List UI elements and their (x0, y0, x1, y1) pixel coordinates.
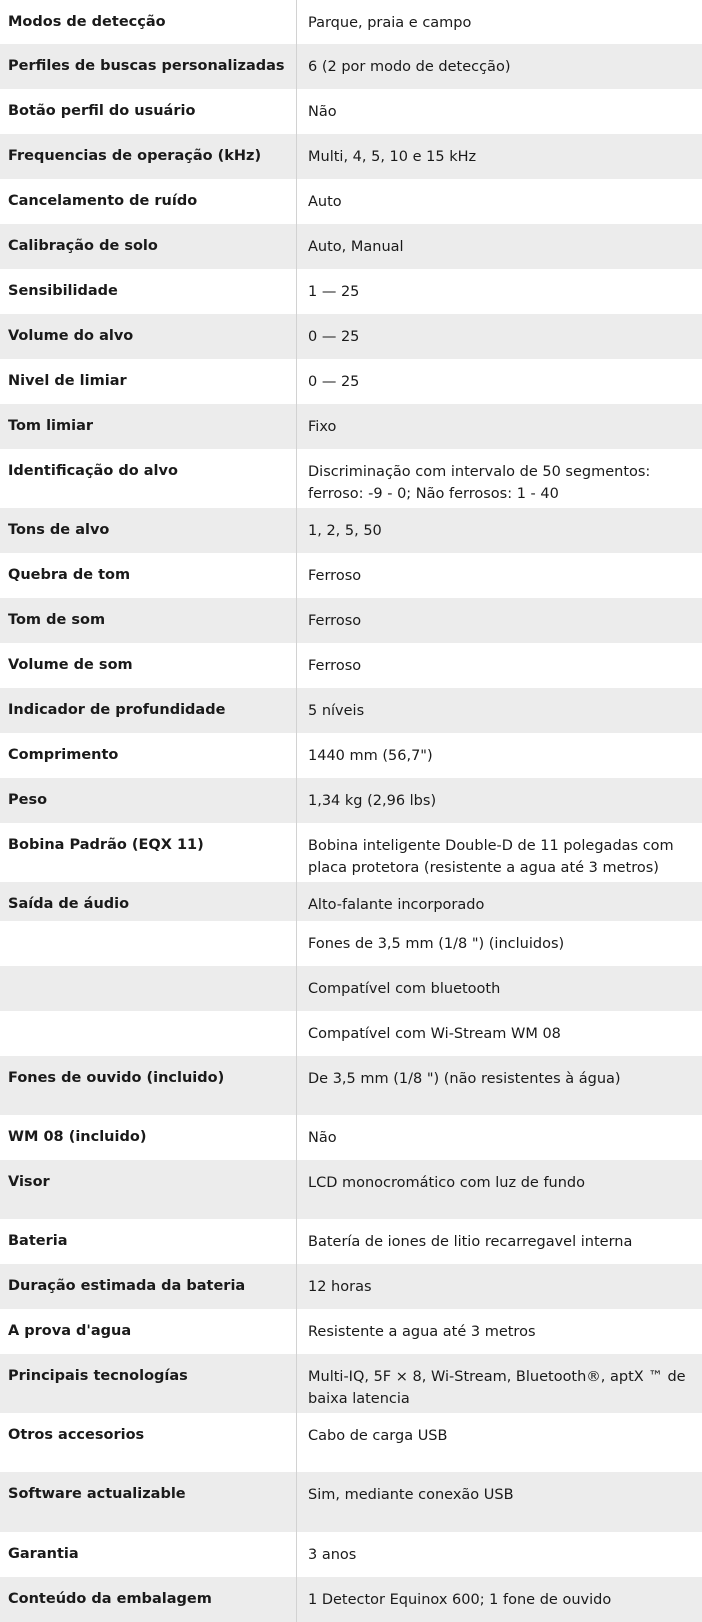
spec-label: A prova d'agua (0, 1309, 297, 1354)
spec-value: De 3,5 mm (1/8 ") (não resistentes à água) (308, 1071, 621, 1087)
spec-label: Bateria (0, 1219, 297, 1264)
spec-value: Fones de 3,5 mm (1/8 ") (incluidos) (308, 936, 565, 952)
spec-value: Multi, 4, 5, 10 e 15 kHz (308, 149, 477, 165)
spec-value: 0 — 25 (308, 374, 360, 390)
spec-label (0, 921, 297, 966)
table-row (0, 1219, 702, 1264)
spec-value: Auto, Manual (308, 239, 404, 255)
spec-value: Ferroso (308, 568, 362, 584)
table-row (0, 1264, 702, 1309)
table-row (0, 179, 702, 224)
table-row (0, 1309, 702, 1354)
spec-value: Bobina inteligente Double-D de 11 polegadas com placa protetora (resistente a agua até 3 metros) (308, 838, 674, 876)
spec-value: Fixo (308, 419, 337, 435)
spec-value: 1 Detector Equinox 600; 1 fone de ouvido (308, 1592, 612, 1608)
spec-label: Identificação do alvo (0, 449, 297, 508)
spec-value: 1,34 kg (2,96 lbs) (308, 793, 437, 809)
table-row (0, 733, 702, 778)
table-row (0, 224, 702, 269)
spec-value: Discriminação com intervalo de 50 segmentos: ferroso: -9 - 0; Não ferrosos: 1 - 40 (308, 464, 651, 502)
spec-value: Multi-IQ, 5F × 8, Wi-Stream, Bluetooth®, aptX ™ de baixa latencia (308, 1369, 686, 1407)
spec-label (0, 966, 297, 1011)
table-row (0, 0, 702, 44)
spec-label: Duração estimada da bateria (0, 1264, 297, 1309)
spec-label: Cancelamento de ruído (0, 179, 297, 224)
spec-label: Garantia (0, 1532, 297, 1577)
table-row (0, 1354, 702, 1413)
spec-value: 1, 2, 5, 50 (308, 523, 382, 539)
table-row (0, 508, 702, 553)
spec-label: Botão perfil do usuário (0, 89, 297, 134)
table-row (0, 553, 702, 598)
spec-label: Perfiles de buscas personalizadas (0, 44, 297, 89)
table-row (0, 1472, 702, 1532)
table-row (0, 1532, 702, 1577)
spec-value: Compatível com Wi-Stream WM 08 (308, 1026, 561, 1042)
spec-value: Não (308, 1130, 337, 1146)
spec-value: Compatível com bluetooth (308, 981, 501, 997)
spec-label: Saída de áudio (0, 882, 297, 921)
table-row (0, 1115, 702, 1160)
spec-value: Resistente a agua até 3 metros (308, 1324, 536, 1340)
spec-value: LCD monocromático com luz de fundo (308, 1175, 586, 1191)
spec-label: Tom limiar (0, 404, 297, 449)
table-row (0, 89, 702, 134)
spec-label: Otros accesorios (0, 1413, 297, 1472)
spec-value: 5 níveis (308, 703, 365, 719)
spec-label: Sensibilidade (0, 269, 297, 314)
spec-value: 0 — 25 (308, 329, 360, 345)
table-row (0, 1413, 702, 1472)
spec-label: Quebra de tom (0, 553, 297, 598)
table-row (0, 314, 702, 359)
spec-label: Tom de som (0, 598, 297, 643)
spec-label: Conteúdo da embalagem (0, 1577, 297, 1622)
spec-label: Visor (0, 1160, 297, 1219)
table-row (0, 598, 702, 643)
spec-label: Frequencias de operação (kHz) (0, 134, 297, 179)
table-row (0, 404, 702, 449)
spec-value: 1440 mm (56,7") (308, 748, 433, 764)
spec-label: Software actualizable (0, 1472, 297, 1532)
spec-value: Ferroso (308, 658, 362, 674)
spec-label: Nivel de limiar (0, 359, 297, 404)
spec-label: Volume de som (0, 643, 297, 688)
table-row (0, 44, 702, 89)
spec-value: 12 horas (308, 1279, 372, 1295)
table-row (0, 688, 702, 733)
table-row (0, 643, 702, 688)
table-row (0, 1577, 702, 1622)
table-row (0, 359, 702, 404)
spec-label: WM 08 (incluido) (0, 1115, 297, 1160)
spec-label: Principais tecnologías (0, 1354, 297, 1413)
table-row (0, 134, 702, 179)
spec-label: Volume do alvo (0, 314, 297, 359)
spec-value: Não (308, 104, 337, 120)
spec-label: Calibração de solo (0, 224, 297, 269)
table-row (0, 1011, 702, 1056)
table-row (0, 1056, 702, 1115)
table-row (0, 449, 702, 508)
table-row (0, 269, 702, 314)
spec-label: Peso (0, 778, 297, 823)
spec-value: Auto (308, 194, 342, 210)
spec-value: Ferroso (308, 613, 362, 629)
spec-label: Fones de ouvido (incluido) (0, 1056, 297, 1115)
table-row (0, 823, 702, 882)
spec-value: Alto-falante incorporado (308, 897, 485, 913)
spec-value: Parque, praia e campo (308, 15, 472, 31)
table-row (0, 1160, 702, 1219)
spec-label: Comprimento (0, 733, 297, 778)
spec-value: Sim, mediante conexão USB (308, 1487, 514, 1503)
table-row (0, 966, 702, 1011)
spec-label: Bobina Padrão (EQX 11) (0, 823, 297, 882)
spec-label: Indicador de profundidade (0, 688, 297, 733)
table-row (0, 882, 702, 921)
spec-label (0, 1011, 297, 1056)
spec-label: Modos de detecção (0, 0, 297, 44)
spec-value: Batería de iones de litio recarregavel interna (308, 1234, 633, 1250)
table-row (0, 921, 702, 966)
spec-value: Cabo de carga USB (308, 1428, 448, 1444)
table-row (0, 778, 702, 823)
spec-value: 1 — 25 (308, 284, 360, 300)
spec-value: 3 anos (308, 1547, 357, 1563)
spec-label: Tons de alvo (0, 508, 297, 553)
spec-value: 6 (2 por modo de detecção) (308, 59, 511, 75)
